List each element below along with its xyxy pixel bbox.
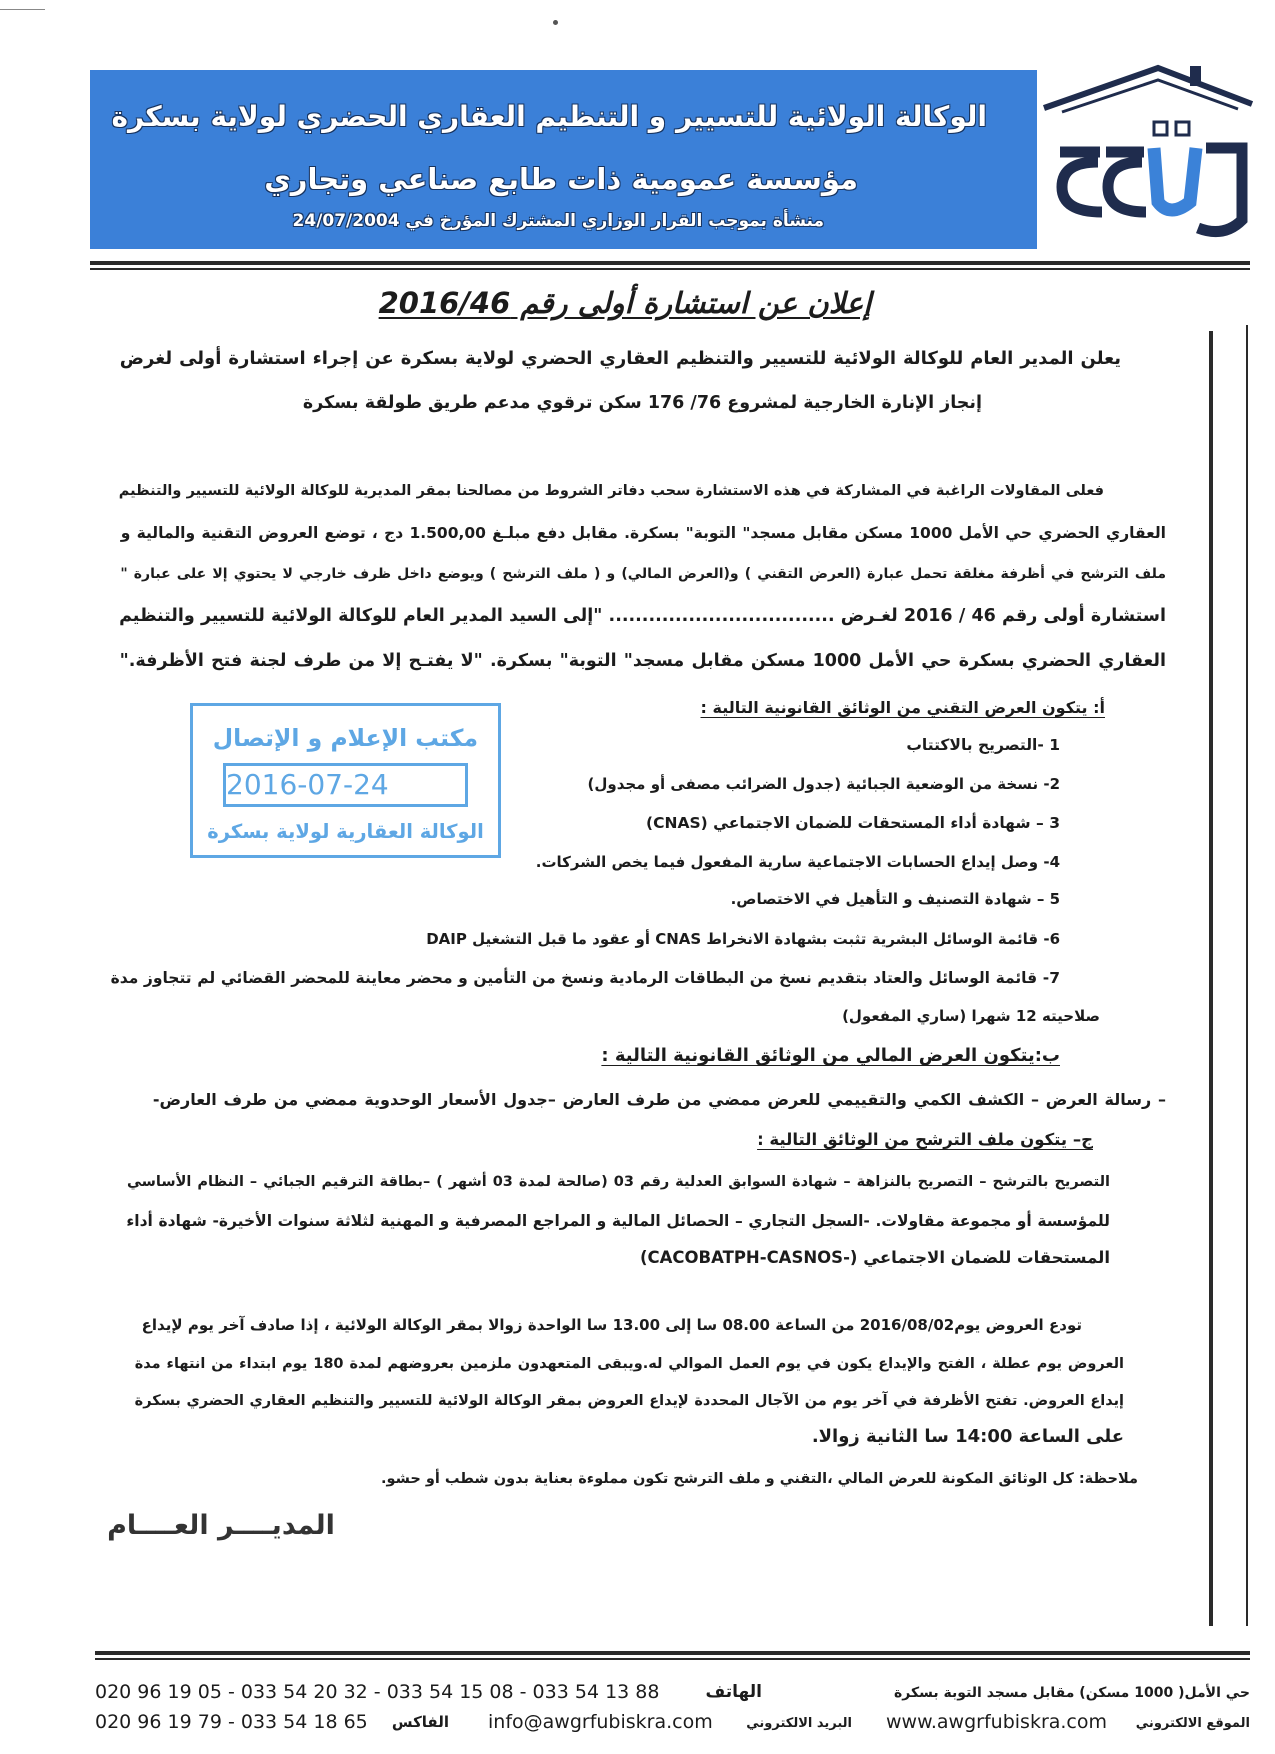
note-line-text: ملاحظة: كل الوثائق المكونة للعرض المالي ،التقني و ملف الترشح تكون مملوءة بعناية بدون شطب أو حشو. xyxy=(381,1471,1138,1487)
body-line xyxy=(636,1243,1110,1273)
body-line xyxy=(790,1422,1124,1452)
intro-line-text: إنجاز الإنارة الخارجية لمشروع 76/ 176 سكن ترقوي مدعم طريق طولقة بسكرة xyxy=(302,393,982,413)
intro-line-text: يعلن المدير العام للوكالة الولائية للتسيير والتنظيم العقاري الحضري لولاية بسكرة عن إجراء استشارة أولى لغرض xyxy=(119,348,1121,369)
body-line-text: للمؤسسة أو مجموعة مقاولات. -السجل التجاري – الحصائل المالية و المراجع المصرفية و المهنية لثلاثة سنوات الأخيرة- شهادة أداء xyxy=(126,1212,1110,1230)
list-item-text: 1 -التصريح بالاكتتاب xyxy=(906,736,1060,754)
footer-website-label-text: الموقع الالكتروني xyxy=(1135,1716,1250,1731)
footer-fax-label-text: الفاكس xyxy=(392,1713,449,1731)
footer-fax-text: 020 96 19 79 - 033 54 18 65 xyxy=(95,1711,368,1733)
footer-website-label xyxy=(1133,1707,1250,1737)
note-line xyxy=(370,1463,1138,1493)
intro-line xyxy=(118,344,1121,374)
footer-email-text: info@awgrfubiskra.com xyxy=(488,1711,713,1733)
list-item-text: 2- نسخة من الوضعية الجبائية (جدول الضرائب مصفى أو مجدول) xyxy=(587,775,1060,793)
agency-type xyxy=(263,156,858,202)
body-line xyxy=(133,1348,1124,1378)
body-line-text: على الساعة 14:00 سا الثانية زوالا. xyxy=(811,1426,1124,1447)
stamp-date-box xyxy=(223,763,468,807)
body-line xyxy=(125,1206,1110,1236)
body-line xyxy=(118,558,1166,588)
announcement-title xyxy=(375,282,875,324)
body-line xyxy=(125,1166,1110,1196)
decree-text: منشأة بموجب القرار الوزاري المشترك المؤرخ في 24/07/2004 xyxy=(292,211,824,231)
list-item xyxy=(426,924,1060,954)
stamp-date-text: 2016-07-24 xyxy=(226,768,389,801)
body-line-text: العقاري الحضري بسكرة حي الأمل 1000 مسكن مقابل مسجد" التوبة" بسكرة. "لا يفتـح إلا من طرف لجنة فتح الأظرفة." xyxy=(119,651,1166,671)
body-line xyxy=(118,646,1166,676)
body-line-text: العقاري الحضري حي الأمل 1000 مسكن مقابل مسجد" التوبة" بسكرة. مقابل دفع مبلـغ 1.500,00 دج ، توضع العروض التقنية والمالية و xyxy=(120,524,1166,542)
body-line xyxy=(118,601,1166,631)
list-item-text: 3 – شهادة أداء المستحقات للضمان الاجتماعي (CNAS) xyxy=(646,814,1060,832)
application-file-heading xyxy=(753,1125,1093,1155)
footer-fax xyxy=(95,1707,381,1737)
body-line xyxy=(118,475,1104,505)
intro-line xyxy=(290,388,982,418)
scan-mark xyxy=(0,9,45,10)
footer-phone-label xyxy=(706,1677,762,1707)
footer-website-text: www.awgrfubiskra.com xyxy=(886,1711,1108,1733)
stamp-agency-text: الوكالة العقارية لولاية بسكرة xyxy=(207,820,484,843)
footer-email xyxy=(488,1707,734,1737)
stamp-office xyxy=(213,720,478,756)
decree-line xyxy=(289,205,824,237)
footer-phone-label-text: الهاتف xyxy=(706,1682,762,1702)
list-item xyxy=(577,769,1060,799)
agency-logo xyxy=(1040,62,1255,247)
margin-rule-thin xyxy=(1246,325,1248,1626)
stamp-office-text: مكتب الإعلام و الإتصال xyxy=(213,724,478,752)
application-file-heading-text: ج– يتكون ملف الترشح من الوثائق التالية : xyxy=(757,1130,1093,1149)
list-item xyxy=(110,963,1060,993)
list-item-text: 7- قائمة الوسائل والعتاد بتقديم نسخ من البطاقات الرمادية ونسخ من التأمين و محضر معاينة للمحضر القضائي لم تتجاوز مدة xyxy=(110,969,1060,987)
footer-phones-text: 020 96 19 05 - 033 54 20 32 - 033 54 15 08 - 033 54 13 88 xyxy=(95,1681,660,1703)
footer-rule-thin xyxy=(95,1658,1250,1660)
body-line-text: التصريح بالترشح – التصريح بالنزاهة – شهادة السوابق العدلية رقم 03 (صالحة لمدة 03 أشهر ) –بطاقة الترقيم الجبائي – النظام الأساسي xyxy=(127,1174,1110,1190)
margin-rule-thick xyxy=(1209,331,1213,1626)
footer-fax-label xyxy=(392,1707,449,1737)
announcement-title-text: إعلان عن استشارة أولى رقم 2016/46 xyxy=(378,286,872,320)
body-line xyxy=(118,518,1166,548)
stamp-agency xyxy=(207,815,484,849)
body-line-text: تودع العروض يوم2016/08/02 من الساعة 08.00 سا إلى 13.00 سا الواحدة زوالا بمقر الوكالة الولائية ، إذا صادف آخر يوم لإيداع xyxy=(141,1316,1082,1334)
footer-email-label-text: البريد الالكتروني xyxy=(746,1716,852,1731)
list-item xyxy=(641,808,1060,838)
body-line xyxy=(140,1310,1082,1340)
header-rule-thick xyxy=(90,261,1250,265)
footer-address-text: حي الأمل( 1000 مسكن) مقابل مسجد التوبة بسكرة xyxy=(894,1685,1250,1701)
footer-address xyxy=(886,1677,1250,1707)
technical-offer-heading xyxy=(700,693,1105,723)
body-line-text: المستحقات للضمان الاجتماعي (-CACOBATPH-CASNOS) xyxy=(639,1248,1110,1267)
list-item xyxy=(902,730,1060,760)
list-item xyxy=(151,1085,1166,1115)
footer-website xyxy=(886,1707,1121,1737)
list-item-text: صلاحيته 12 شهرا (ساري المفعول) xyxy=(842,1007,1100,1025)
body-line-text: فعلى المقاولات الراغبة في المشاركة في هذه الاستشارة سحب دفاتر الشروط من مصالحنا بمقر المديرية للوكالة الولائية للتسيير والتنظيم xyxy=(118,483,1104,499)
list-item-text: 4- وصل إيداع الحسابات الاجتماعية سارية المفعول فيما يخص الشركات. xyxy=(535,853,1060,871)
agency-name xyxy=(109,91,987,143)
stamp-date xyxy=(226,766,465,804)
agency-type-text: مؤسسة عمومية ذات طابع صناعي وتجاري xyxy=(264,162,858,196)
office-stamp xyxy=(190,703,501,858)
body-line-text: إيداع العروض. تفتح الأظرفة في آخر يوم من الآجال المحددة لإيداع العروض بمقر الوكالة الولائية للتسيير والتنظيم العقاري الحضري بسكرة xyxy=(134,1393,1124,1409)
financial-offer-heading xyxy=(568,1041,1060,1071)
technical-offer-heading-text: أ: يتكون العرض التقني من الوثائق القانونية التالية : xyxy=(700,698,1105,717)
scan-dot xyxy=(553,20,558,25)
footer-phones xyxy=(95,1677,693,1707)
financial-offer-heading-text: ب:يتكون العرض المالي من الوثائق القانونية التالية : xyxy=(601,1045,1060,1066)
signature-text: المديــــر العــــام xyxy=(107,1510,335,1541)
list-item-text: 6- قائمة الوسائل البشرية تثبت بشهادة الانخراط CNAS أو عقود ما قبل التشغيل DAIP xyxy=(426,930,1060,948)
list-item xyxy=(726,884,1060,914)
list-item-text: – رسالة العرض – الكشف الكمي والتقييمي للعرض ممضي من طرف العارض –جدول الأسعار الوحدوية ممضي من طرف العارض- xyxy=(152,1090,1166,1109)
body-line-text: العروض يوم عطلة ، الفتح والإيداع يكون في يوم العمل الموالي له.ويبقى المتعهدون ملزمين بعروضهم لمدة 180 يوم ابتداء من انتهاء مدة xyxy=(134,1356,1124,1372)
signature xyxy=(106,1505,336,1547)
footer-rule-thick xyxy=(95,1651,1250,1655)
footer-email-label xyxy=(746,1707,852,1737)
agency-name-text: الوكالة الولائية للتسيير و التنظيم العقاري الحضري لولاية بسكرة xyxy=(111,100,987,133)
list-item-text: 5 – شهادة التصنيف و التأهيل في الاختصاص. xyxy=(730,890,1060,908)
body-line-text: ملف الترشح في أظرفة مغلقة تحمل عبارة (العرض التقني ) و(العرض المالي) و ( ملف الترشح ) ويوضع داخل ظرف خارجي لا يحتوي إلا على عبارة " xyxy=(120,566,1166,582)
body-line-text: استشارة أولى رقم 46 / 2016 لغـرض .................................. "إلى السيد المدير العام للوكالة الولائية للتسيير والتنظيم xyxy=(119,606,1166,626)
header-rule-thin xyxy=(90,268,1250,270)
body-line xyxy=(133,1385,1124,1415)
list-item-continuation xyxy=(842,1001,1100,1031)
list-item xyxy=(535,847,1060,877)
